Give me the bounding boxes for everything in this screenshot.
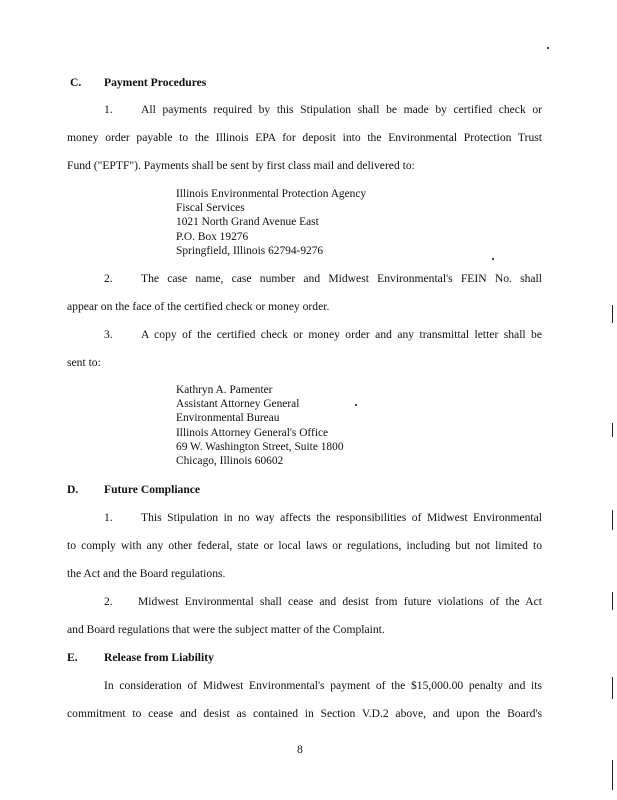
d1-line-1: This Stipulation in no way affects the responsibilities of Midwest Environmental [141,511,542,524]
address-line: Environmental Bureau [176,412,280,425]
scan-speck [492,258,494,260]
scan-mark [612,510,613,530]
d1-number: 1. [104,511,113,524]
scan-mark [612,592,613,610]
page-number: 8 [297,743,303,756]
c2-line-1: The case name, case number and Midwest Environmental's FEIN No. shall [141,272,542,285]
scan-speck [547,47,549,49]
c1-line-1: All payments required by this Stipulation shall be made by certified check or [141,103,542,116]
section-d-letter: D. [67,483,79,496]
scan-speck [355,404,357,406]
d2-number: 2. [104,595,113,608]
section-e-title: Release from Liability [104,651,214,664]
address-line: Illinois Attorney General's Office [176,426,329,439]
section-e-letter: E. [67,651,78,664]
address-block-epa [176,187,366,258]
e-line-2: commitment to cease and desist as contained in Section V.D.2 above, and upon the Board's [67,707,542,720]
d2-line-1: Midwest Environmental shall cease and desist from future violations of the Act [138,595,542,608]
c2-number: 2. [104,272,113,285]
section-c-letter: C. [70,76,82,89]
address-line: 69 W. Washington Street, Suite 1800 [176,440,344,453]
c3-number: 3. [104,328,113,341]
scan-mark [612,760,613,790]
c1-line-2: money order payable to the Illinois EPA for deposit into the Environmental Protection Trust [67,131,542,144]
c1-line-3: Fund ("EPTF"). Payments shall be sent by first class mail and delivered to: [67,159,415,172]
d2-line-2: and Board regulations that were the subject matter of the Complaint. [67,623,385,636]
c1-number: 1. [104,103,113,116]
c3-line-2: sent to: [67,356,101,369]
address-line: 1021 North Grand Avenue East [176,216,319,229]
section-d-title: Future Compliance [104,483,201,496]
section-c-title: Payment Procedures [104,76,207,89]
d1-line-2: to comply with any other federal, state or local laws or regulations, including but not limited to [67,539,542,552]
scan-mark [612,423,613,437]
address-line: Chicago, Illinois 60602 [176,455,284,468]
address-line: Fiscal Services [176,202,245,215]
e-line-1: In consideration of Midwest Environmental's payment of the $15,000.00 penalty and its [104,679,542,692]
c3-line-1: A copy of the certified check or money order and any transmittal letter shall be [141,328,542,341]
scan-mark [612,677,613,699]
address-line: Illinois Environmental Protection Agency [176,188,367,200]
d1-line-3: the Act and the Board regulations. [67,567,226,580]
address-block-ag [176,383,344,468]
address-line: Assistant Attorney General [176,398,300,411]
scan-mark [612,305,613,323]
c2-line-2: appear on the face of the certified check or money order. [67,300,330,313]
address-line: Kathryn A. Pamenter [176,384,273,396]
address-line: P.O. Box 19276 [176,230,249,243]
address-line: Springfield, Illinois 62794-9276 [176,244,324,257]
